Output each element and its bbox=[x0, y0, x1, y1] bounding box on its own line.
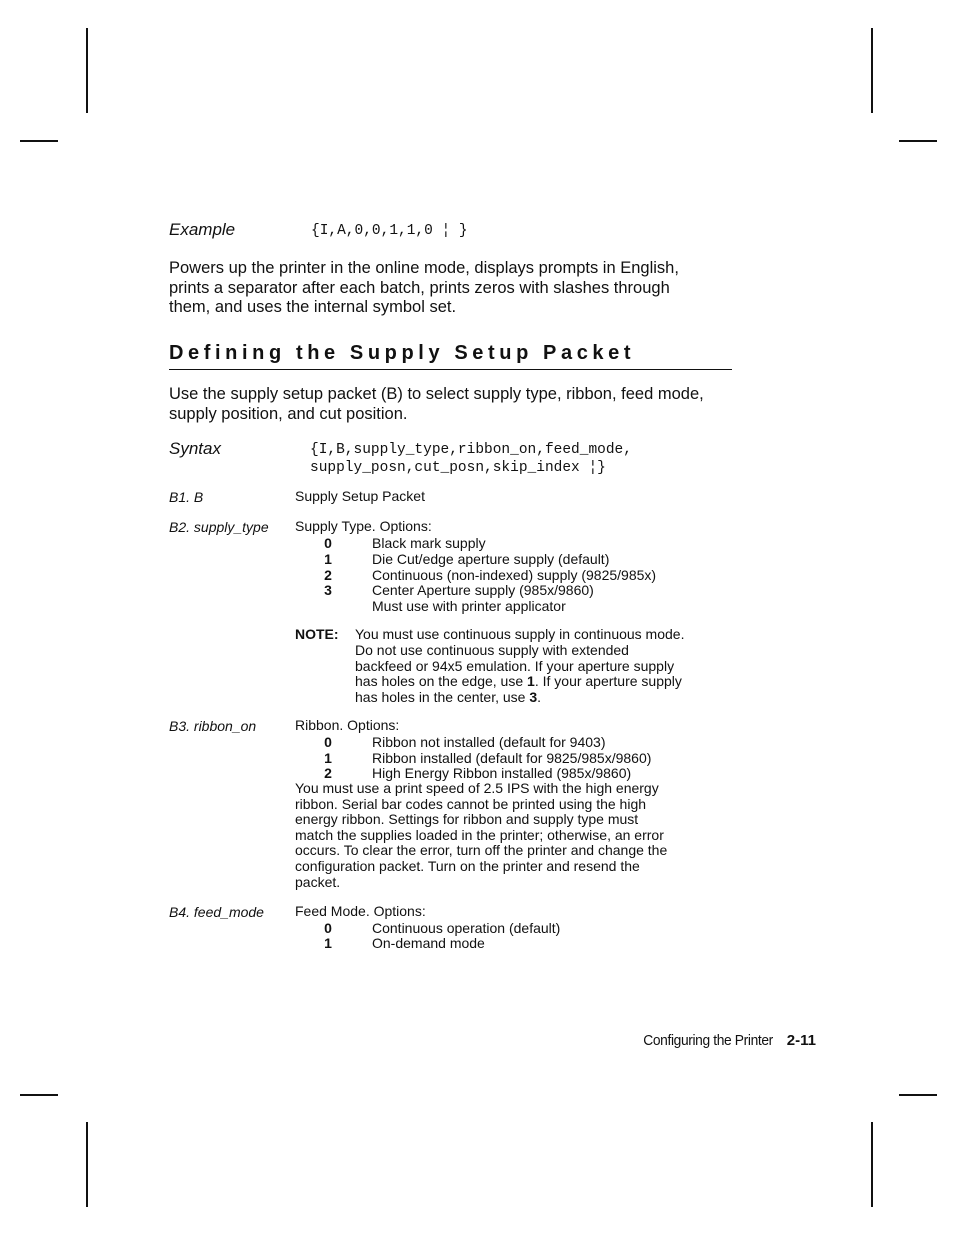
section-intro: Use the supply setup packet (B) to select supply type, ribbon, feed mode, supply position, and cut position. bbox=[169, 385, 704, 423]
note-body bbox=[355, 627, 735, 706]
footer-title: Configuring the Printer bbox=[643, 1032, 773, 1049]
option-text: Continuous operation (default) bbox=[372, 920, 561, 936]
param-desc-b3: Ribbon. Options: bbox=[295, 717, 400, 733]
option-code: 3 bbox=[324, 582, 332, 598]
page-footer bbox=[632, 1032, 816, 1049]
param-label-b4: B4. feed_mode bbox=[169, 904, 264, 920]
option-code: 0 bbox=[324, 535, 332, 551]
paragraph-line: You must use a print speed of 2.5 IPS with the high energy bbox=[295, 780, 659, 796]
note-line: You must use continuous supply in continuous mode. bbox=[355, 626, 685, 642]
crop-mark-top-right-vertical bbox=[871, 28, 873, 113]
crop-mark-bottom-right-vertical bbox=[871, 1122, 873, 1207]
option-text: Continuous (non-indexed) supply (9825/985x) bbox=[372, 567, 657, 583]
crop-mark-bottom-right-horizontal bbox=[899, 1094, 937, 1096]
option-code: 2 bbox=[324, 567, 332, 583]
param-desc-b2: Supply Type. Options: bbox=[295, 518, 432, 534]
crop-mark-top-left-vertical bbox=[86, 28, 88, 113]
param-label-b3: B3. ribbon_on bbox=[169, 718, 257, 734]
paragraph-line: ribbon. Serial bar codes cannot be printed using the high bbox=[295, 795, 647, 812]
param-label-b2: B2. supply_type bbox=[169, 519, 269, 535]
paragraph-line: configuration packet. Turn on the printer and resend the bbox=[295, 857, 640, 874]
paragraph-line: packet. bbox=[295, 873, 341, 890]
example-code: {I,A,0,0,1,1,0 ¦ } bbox=[311, 223, 468, 239]
paragraph-line: match the supplies loaded in the printer; otherwise, an error bbox=[295, 826, 664, 843]
option-text: On-demand mode bbox=[372, 935, 485, 951]
intro-paragraph: Powers up the printer in the online mode, displays prompts in English, prints a separator after each batch, prints zeros with slashes through them, and uses the internal symbol set. bbox=[169, 259, 679, 316]
option-text: Ribbon installed (default for 9825/985x/9860) bbox=[372, 750, 652, 766]
ribbon-paragraph bbox=[295, 781, 667, 890]
option-text: Center Aperture supply (985x/9860) bbox=[372, 582, 594, 598]
crop-mark-top-left-horizontal bbox=[20, 140, 58, 142]
paragraph-line: occurs. To clear the error, turn off the printer and change the bbox=[295, 842, 668, 859]
option-code: 0 bbox=[324, 734, 332, 750]
option-code: 2 bbox=[324, 765, 332, 781]
param-desc-b4: Feed Mode. Options: bbox=[295, 903, 426, 919]
option-text-extra: Must use with printer applicator bbox=[372, 598, 566, 614]
note-label: NOTE: bbox=[295, 626, 339, 642]
option-code: 1 bbox=[324, 750, 332, 766]
page-number: 2-11 bbox=[786, 1032, 816, 1049]
option-text: High Energy Ribbon installed (985x/9860) bbox=[372, 765, 632, 781]
option-code: 1 bbox=[324, 551, 332, 567]
syntax-line-2: supply_posn,cut_posn,skip_index ¦} bbox=[310, 460, 606, 476]
note-line: has holes on the edge, use 1. If your aperture supply bbox=[355, 673, 682, 690]
option-code: 0 bbox=[324, 920, 332, 936]
param-desc-b1: Supply Setup Packet bbox=[295, 488, 425, 504]
syntax-label: Syntax bbox=[169, 439, 221, 458]
section-heading: Defining the Supply Setup Packet bbox=[169, 342, 732, 370]
crop-mark-bottom-left-vertical bbox=[86, 1122, 88, 1207]
crop-mark-bottom-left-horizontal bbox=[20, 1094, 58, 1096]
example-label: Example bbox=[169, 220, 236, 239]
syntax-line-1: {I,B,supply_type,ribbon_on,feed_mode, bbox=[310, 442, 632, 458]
note-line: has holes in the center, use 3. bbox=[355, 689, 542, 706]
paragraph-line: energy ribbon. Settings for ribbon and supply type must bbox=[295, 811, 639, 828]
option-text: Ribbon not installed (default for 9403) bbox=[372, 734, 606, 750]
option-text: Black mark supply bbox=[372, 535, 486, 551]
option-code: 1 bbox=[324, 935, 332, 951]
note-line: backfeed or 94x5 emulation. If your aperture supply bbox=[355, 657, 675, 674]
note-line: Do not use continuous supply with extended bbox=[355, 641, 629, 658]
param-label-b1: B1. B bbox=[169, 489, 204, 505]
crop-mark-top-right-horizontal bbox=[899, 140, 937, 142]
option-text: Die Cut/edge aperture supply (default) bbox=[372, 551, 610, 567]
